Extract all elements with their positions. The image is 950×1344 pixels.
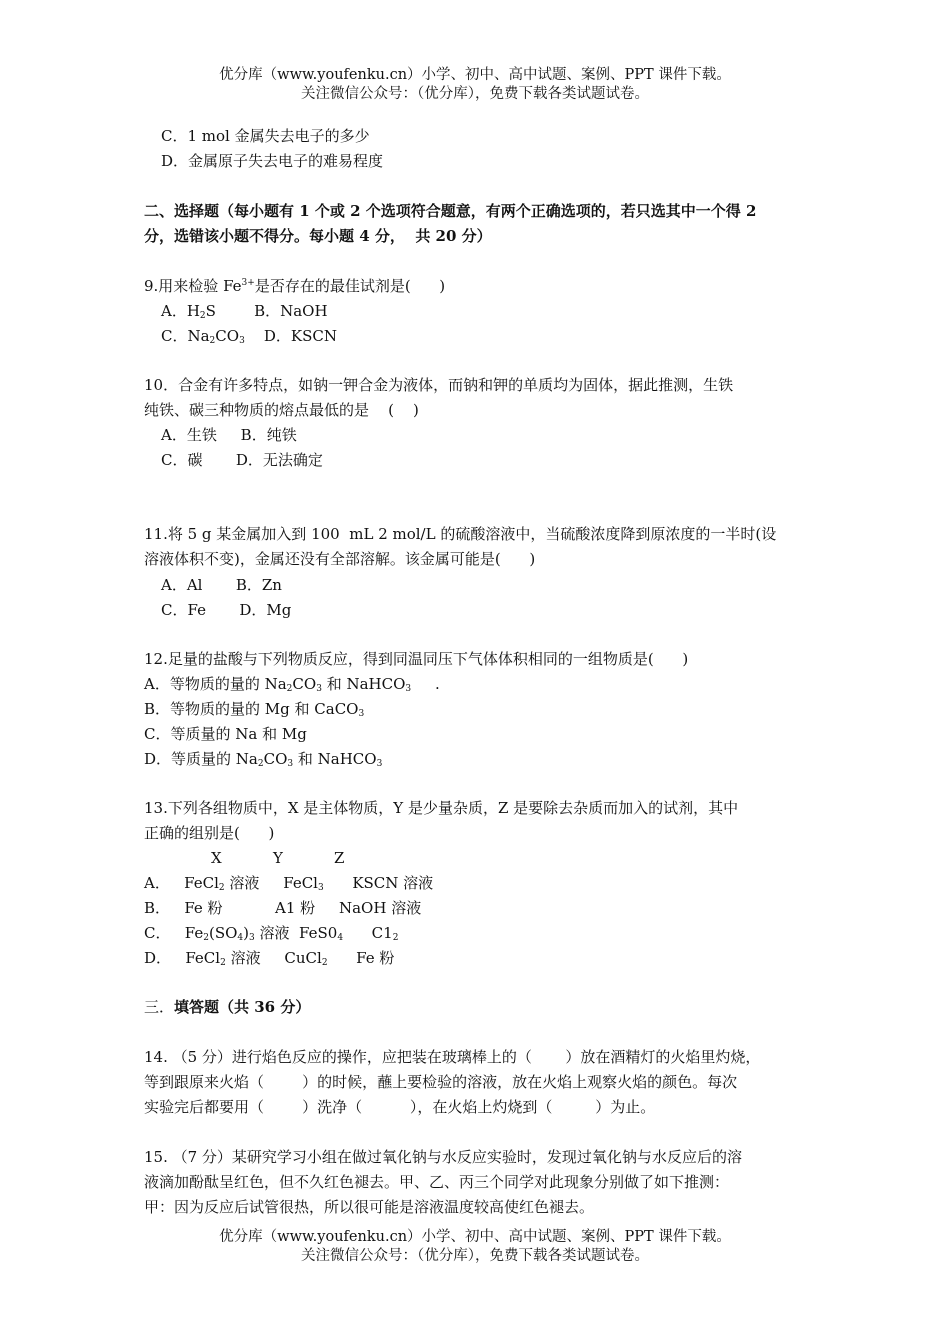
q13-column-x: X: [211, 849, 222, 867]
q9-options-ab: A．$H_2S$ B．NaOH: [161, 302, 328, 321]
page-header: [0, 66, 950, 104]
q11-stem-line-2: 溶液体积不变)，金属还没有全部溶解。该金属可能是( ): [144, 550, 536, 568]
q13-stem-line-2: 正确的组别是( ): [144, 824, 275, 842]
q13-row-c: C． $Fe_2(SO_4)_3$ 溶液 $FeS0_4$ $C1_2$: [144, 924, 399, 943]
q14-line-1: 14. （5 分）进行焰色反应的操作，应把装在玻璃棒上的（ ）放在酒精灯的火焰里灼烧，: [144, 1048, 761, 1066]
q12-option-b: B．等物质的量的 Mg 和 CaCO$_3$: [144, 700, 365, 719]
q8-option-d: D．金属原子失去电子的难易程度: [161, 152, 384, 170]
q13-row-d: D． FeCl$_2$ 溶液 CuCl$_2$ Fe 粉: [144, 949, 395, 968]
q13-column-z: Z: [334, 849, 345, 867]
section-3-title: 三．填答题（共 36 分）: [144, 998, 311, 1016]
q15-line-1: 15. （7 分）某研究学习小组在做过氧化钠与水反应实验时，发现过氧化钠与水反应后的溶: [144, 1148, 742, 1166]
q12-stem: 12.足量的盐酸与下列物质反应，得到同温同压下气体体积相同的一组物质是( ): [144, 650, 689, 668]
q12-option-c: C．等质量的 Na 和 Mg: [144, 725, 307, 743]
q11-options-cd: C．Fe D．Mg: [161, 601, 292, 619]
q14-line-3: 实验完后都要用（ ）洗净（ ），在火焰上灼烧到（ ）为止。: [144, 1098, 656, 1116]
q10-stem-line-1: 10．合金有许多特点，如钠一钾合金为液体，而钠和钾的单质均为固体，据此推测，生铁: [144, 376, 734, 394]
q13-column-y: Y: [273, 849, 283, 867]
header-line-1: 优分库（www.youfenku.cn）小学、初中、高中试题、案例、PPT 课件下载。: [219, 67, 731, 83]
footer-line-1: 优分库（www.youfenku.cn）小学、初中、高中试题、案例、PPT 课件下载。: [219, 1229, 731, 1245]
footer-line-2: 关注微信公众号：（优分库），免费下载各类试题试卷。: [301, 1248, 649, 1264]
q11-stem-line-1: 11.将 5 g 某金属加入到 100 mL 2 mol/L 的硫酸溶液中，当硫酸浓度降到原浓度的一半时(设: [144, 525, 777, 543]
q13-row-b: B． Fe 粉 A1 粉 NaOH 溶液: [144, 899, 422, 917]
q14-line-2: 等到跟原来火焰（ ）的时候，蘸上要检验的溶液，放在火焰上观察火焰的颜色。每次: [144, 1073, 738, 1091]
q12-option-a: A．等物质的量的 $Na_2CO_3$ 和 NaHCO$_3$ .: [144, 675, 440, 694]
q9-options-cd: C．$Na_2CO_3$ D．KSCN: [161, 327, 337, 346]
q13-stem-line-1: 13.下列各组物质中，X 是主体物质，Y 是少量杂质，Z 是要除去杂质而加入的试剂，其中: [144, 799, 739, 817]
page-footer: [0, 1228, 950, 1266]
q15-line-3: 甲：因为反应后试管很热，所以很可能是溶液温度较高使红色褪去。: [144, 1198, 595, 1216]
q11-options-ab: A．Al B．Zn: [161, 576, 282, 594]
q10-stem-line-2: 纯铁、碳三种物质的熔点最低的是 ( ): [144, 401, 419, 419]
q9-stem: 9.用来检验 $Fe^{3+}$是否存在的最佳试剂是( ): [144, 277, 446, 295]
header-line-2: 关注微信公众号：（优分库），免费下载各类试题试卷。: [301, 86, 649, 102]
q15-line-2: 液滴加酚酞呈红色，但不久红色褪去。甲、乙、丙三个同学对此现象分别做了如下推测：: [144, 1173, 730, 1191]
q10-options-cd: C．碳 D．无法确定: [161, 451, 323, 469]
q10-options-ab: A．生铁 B．纯铁: [161, 426, 297, 444]
q13-row-a: A． FeCl$_2$ 溶液 FeCl$_3$ KSCN 溶液: [144, 874, 434, 893]
q8-option-c: C．1 mol 金属失去电子的多少: [161, 127, 370, 145]
q12-option-d: D．等质量的 $Na_2CO_3$ 和 NaHCO$_3$: [144, 750, 383, 769]
section-2-title-line-2: 分，选错该小题不得分。每小题 4 分， 共 20 分）: [144, 227, 492, 245]
section-2-title-line-1: 二、选择题（每小题有 1 个或 2 个选项符合题意，有两个正确选项的，若只选其中一个得 2: [144, 202, 757, 220]
